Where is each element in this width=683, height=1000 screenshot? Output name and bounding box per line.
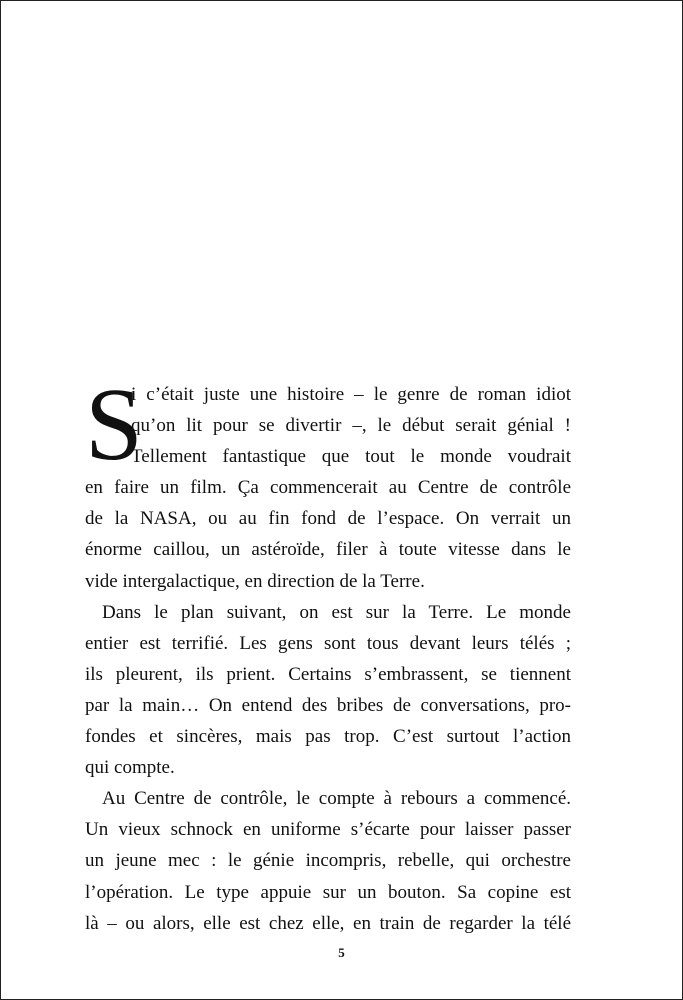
- text-line: vide intergalactique, en direction de la Terre.: [85, 570, 425, 592]
- text-line: l’opération. Le type appuie sur un bouton. Sa copine est: [85, 881, 571, 903]
- text-line: en faire un film. Ça commencerait au Centre de contrôle: [85, 477, 571, 499]
- text-line: de la NASA, ou au fin fond de l’espace. On verrait un: [85, 508, 571, 530]
- drop-cap: S: [85, 367, 143, 482]
- text-line: Tellement fantastique que tout le monde voudrait: [131, 446, 571, 468]
- text-line: entier est terrifié. Les gens sont tous devant leurs télés ;: [85, 632, 571, 654]
- text-line: Un vieux schnock en uniforme s’écarte pour laisser passer: [85, 819, 571, 841]
- text-line: un jeune mec : le génie incompris, rebelle, qui orchestre: [85, 850, 571, 872]
- text-line: qui compte.: [85, 757, 175, 779]
- text-line: par la main… On entend des bribes de conversations, pro-: [85, 694, 571, 716]
- text-line: fondes et sincères, mais pas trop. C’est surtout l’action: [85, 726, 571, 748]
- text-line: i c’était juste une histoire – le genre de roman idiot: [131, 384, 571, 405]
- text-line: là – ou alors, elle est chez elle, en train de regarder la télé: [85, 912, 571, 934]
- text-line: qu’on lit pour se divertir –, le début serait génial !: [131, 415, 571, 437]
- text-line: ils pleurent, ils prient. Certains s’embrassent, se tiennent: [85, 663, 571, 685]
- page-number: 5: [338, 945, 345, 960]
- body-text: [85, 367, 571, 939]
- text-line: Dans le plan suivant, on est sur la Terre. Le monde: [102, 601, 571, 623]
- text-line: énorme caillou, un astéroïde, filer à toute vitesse dans le: [85, 539, 571, 561]
- text-line: Au Centre de contrôle, le compte à rebours a commencé.: [102, 788, 571, 810]
